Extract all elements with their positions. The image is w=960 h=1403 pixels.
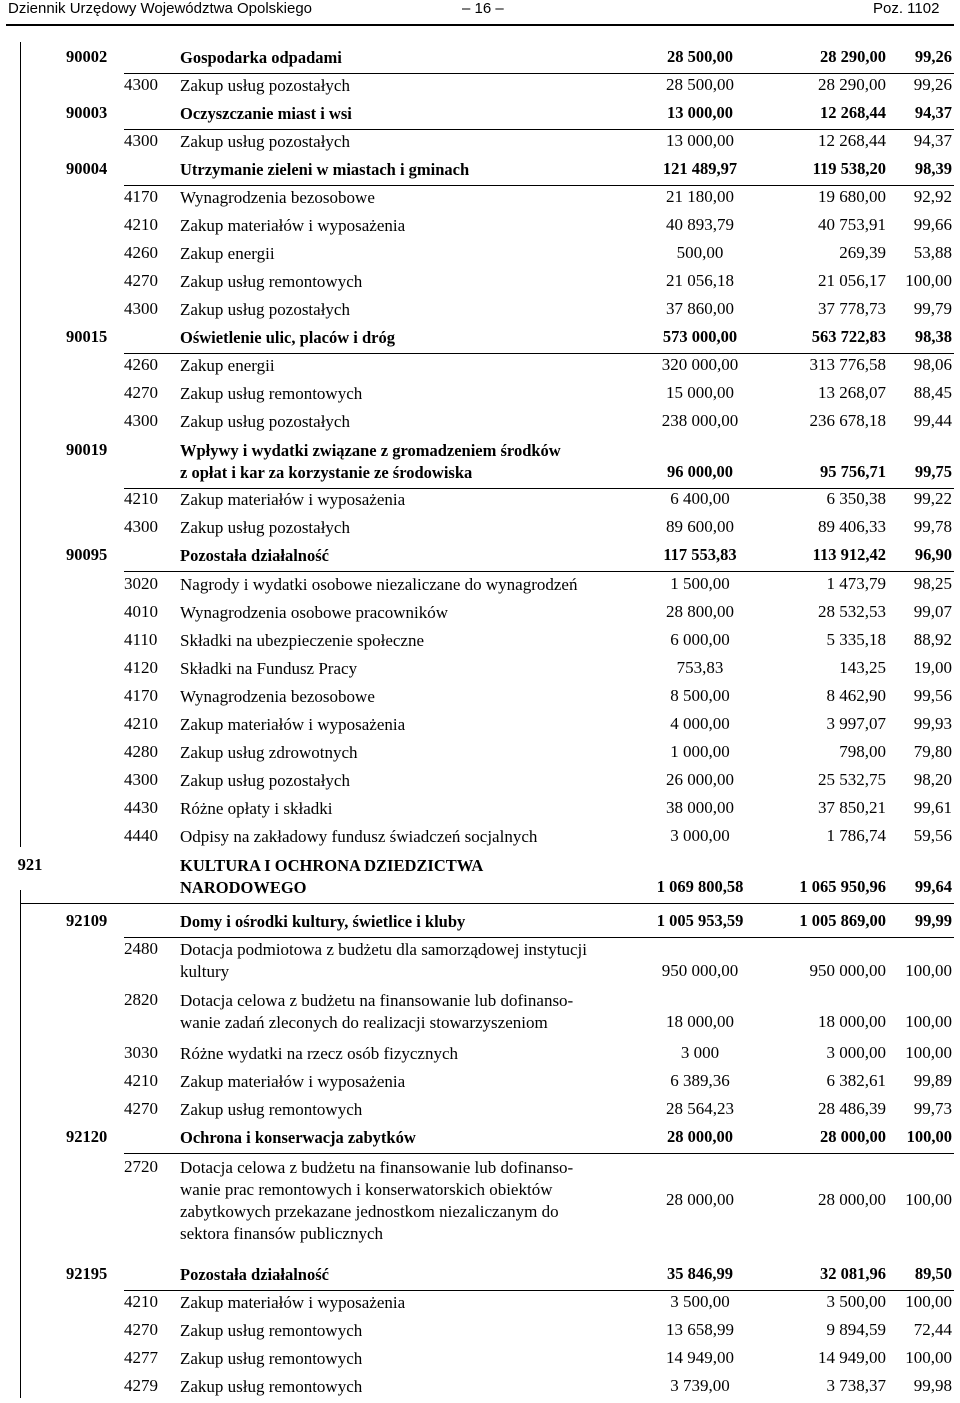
planned-amount: 28 000,00 [667,1127,733,1146]
paragraph-code: 4300 [124,299,158,318]
paragraph-code: 4110 [124,630,158,649]
execution-percent: 100,00 [905,1043,952,1062]
executed-amount: 12 268,44 [818,131,886,150]
executed-amount: 269,39 [839,243,886,262]
executed-amount: 19 680,00 [818,187,886,206]
execution-percent: 99,93 [913,714,952,733]
paragraph-code: 4210 [124,714,158,733]
item-name-line: Zakup usług remontowych [180,1377,363,1396]
chapter-code: 90002 [66,47,108,66]
planned-amount: 13 000,00 [666,131,734,150]
chapter-underline [124,1153,954,1154]
chapter-underline [124,129,954,130]
executed-amount: 1 065 950,96 [799,877,886,896]
paragraph-code: 3030 [124,1043,158,1062]
executed-amount: 28 486,39 [818,1099,886,1118]
item-name-line: Składki na ubezpieczenie społeczne [180,631,425,650]
execution-percent: 94,37 [914,103,952,122]
executed-amount: 25 532,75 [818,770,886,789]
paragraph-code: 4120 [124,658,158,677]
execution-percent: 99,64 [914,877,952,896]
chapter-code: 90019 [66,440,108,459]
execution-percent: 92,92 [913,187,952,206]
execution-percent: 100,00 [905,1292,952,1311]
planned-amount: 14 949,00 [666,1348,734,1367]
execution-percent: 99,61 [913,798,952,817]
executed-amount: 5 335,18 [826,630,886,649]
item-name [180,990,640,1034]
item-name [180,574,640,596]
execution-percent: 98,38 [914,327,952,346]
executed-amount: 12 268,44 [820,103,886,122]
item-name-line: kultury [180,962,230,981]
item-name-line: Zakup materiałów i wyposażenia [180,490,406,509]
executed-amount: 28 000,00 [818,1190,886,1209]
item-name-line: Zakup usług pozostałych [180,76,350,95]
item-name [180,47,640,69]
item-name-line: Różne wydatki na rzecz osób fizycznych [180,1044,459,1063]
item-name-line: Wynagrodzenia osobowe pracowników [180,603,449,622]
execution-percent: 100,00 [905,1012,952,1031]
paragraph-code: 4277 [124,1348,158,1367]
paragraph-code: 4280 [124,742,158,761]
executed-amount: 3 500,00 [826,1292,886,1311]
item-name-line: Dotacja celowa z budżetu na finansowanie lub dofinanso- [180,991,574,1010]
item-name [180,1157,640,1245]
planned-amount: 28 500,00 [666,75,734,94]
paragraph-code: 2720 [124,1157,158,1176]
chapter-code: 92195 [66,1264,108,1283]
item-name [180,215,640,237]
executed-amount: 119 538,20 [812,159,886,178]
planned-amount: 753,83 [676,658,724,677]
executed-amount: 3 000,00 [826,1043,886,1062]
item-name [180,1127,640,1149]
chapter-underline [124,571,954,572]
execution-percent: 59,56 [913,826,952,845]
chapter-code: 90015 [66,327,108,346]
item-name-line: wanie prac remontowych i konserwatorskich obiektów [180,1180,553,1199]
execution-percent: 99,79 [913,299,952,318]
item-name-line: Zakup usług zdrowotnych [180,743,358,762]
execution-percent: 89,50 [914,1264,952,1283]
executed-amount: 798,00 [839,742,886,761]
item-name [180,355,640,377]
execution-percent: 99,99 [914,911,952,930]
item-name-line: Wynagrodzenia bezosobowe [180,188,375,207]
item-name [180,826,640,848]
planned-amount: 28 000,00 [666,1190,734,1209]
item-name [180,1320,640,1342]
chapter-underline [124,937,954,938]
paragraph-code: 4270 [124,271,158,290]
execution-percent: 100,00 [905,1348,952,1367]
execution-percent: 98,20 [913,770,952,789]
item-name-line: Nagrody i wydatki osobowe niezaliczane do wynagrodzeń [180,575,578,594]
planned-amount: 117 553,83 [663,545,737,564]
item-name-line: Oczyszczanie miast i wsi [180,104,352,123]
execution-percent: 100,00 [905,271,952,290]
item-name-line: Różne opłaty i składki [180,799,333,818]
item-name-line: Wpływy i wydatki związane z gromadzeniem środków [180,441,561,460]
planned-amount: 3 739,00 [670,1376,730,1395]
executed-amount: 563 722,83 [811,327,886,346]
execution-percent: 100,00 [906,1127,952,1146]
item-name [180,327,640,349]
item-name [180,131,640,153]
item-name-line: Zakup usług remontowych [180,1349,363,1368]
paragraph-code: 4300 [124,517,158,536]
item-name-line: wanie zadań zleconych do realizacji stowarzyszeniom [180,1013,548,1032]
item-name [180,1376,640,1398]
execution-percent: 99,56 [913,686,952,705]
planned-amount: 500,00 [676,243,724,262]
planned-amount: 950 000,00 [661,961,739,980]
item-name-line: Zakup usług remontowych [180,272,363,291]
chapter-underline [124,73,954,74]
executed-amount: 6 382,61 [826,1071,886,1090]
planned-amount: 238 000,00 [661,411,739,430]
planned-amount: 320 000,00 [661,355,739,374]
item-name [180,630,640,652]
item-name-line: Domy i ośrodki kultury, świetlice i kluby [180,912,466,931]
planned-amount: 28 564,23 [666,1099,734,1118]
item-name-line: Pozostała działalność [180,1265,329,1284]
chapter-code: 90004 [66,159,108,178]
executed-amount: 3 738,37 [826,1376,886,1395]
item-name [180,911,640,933]
paragraph-code: 4170 [124,686,158,705]
executed-amount: 313 776,58 [809,355,886,374]
executed-amount: 8 462,90 [826,686,886,705]
item-name [180,75,640,97]
planned-amount: 28 800,00 [666,602,734,621]
executed-amount: 1 473,79 [826,574,886,593]
item-name-line: KULTURA I OCHRONA DZIEDZICTWA [180,856,484,875]
execution-percent: 99,98 [913,1376,952,1395]
execution-percent: 88,45 [913,383,952,402]
paragraph-code: 4210 [124,1071,158,1090]
execution-percent: 99,22 [913,489,952,508]
executed-amount: 89 406,33 [818,517,886,536]
item-name [180,855,640,899]
paragraph-code: 4170 [124,187,158,206]
paragraph-code: 4300 [124,411,158,430]
planned-amount: 21 056,18 [666,271,734,290]
chapter-code: 92120 [66,1127,108,1146]
executed-amount: 1 005 869,00 [799,911,886,930]
planned-amount: 96 000,00 [667,462,733,481]
execution-percent: 79,80 [913,742,952,761]
paragraph-code: 4440 [124,826,158,845]
executed-amount: 18 000,00 [818,1012,886,1031]
planned-amount: 15 000,00 [666,383,734,402]
paragraph-code: 4260 [124,243,158,262]
execution-percent: 99,26 [914,47,952,66]
planned-amount: 121 489,97 [662,159,738,178]
execution-percent: 98,39 [914,159,952,178]
item-name-line: Gospodarka odpadami [180,48,342,67]
chapter-underline [124,353,954,354]
item-name [180,489,640,511]
item-name-line: sektora finansów publicznych [180,1224,383,1243]
paragraph-code: 2820 [124,990,158,1009]
execution-percent: 98,25 [913,574,952,593]
planned-amount: 40 893,79 [666,215,734,234]
journal-title: Dziennik Urzędowy Województwa Opolskiego [8,0,313,17]
execution-percent: 94,37 [913,131,952,150]
item-name-line: zabytkowych przekazane jednostkom niezaliczanym do [180,1202,559,1221]
planned-amount: 38 000,00 [666,798,734,817]
paragraph-code: 4210 [124,1292,158,1311]
item-name [180,517,640,539]
section-underline [20,903,954,904]
item-name [180,1071,640,1093]
chapter-code: 90003 [66,103,108,122]
planned-amount: 28 500,00 [667,47,733,66]
execution-percent: 96,90 [914,545,952,564]
execution-percent: 100,00 [905,1190,952,1209]
planned-amount: 4 000,00 [670,714,730,733]
paragraph-code: 2480 [124,939,158,958]
item-name [180,939,640,983]
execution-percent: 98,06 [913,355,952,374]
execution-percent: 19,00 [913,658,952,677]
execution-percent: 53,88 [913,243,952,262]
execution-percent: 99,75 [914,462,952,481]
paragraph-code: 4430 [124,798,158,817]
planned-amount: 6 389,36 [670,1071,730,1090]
executed-amount: 236 678,18 [809,411,886,430]
item-name [180,271,640,293]
execution-percent: 99,07 [913,602,952,621]
planned-amount: 6 400,00 [670,489,730,508]
item-name-line: Utrzymanie zieleni w miastach i gminach [180,160,470,179]
executed-amount: 9 894,59 [826,1320,886,1339]
execution-percent: 99,44 [913,411,952,430]
planned-amount: 37 860,00 [666,299,734,318]
execution-percent: 99,78 [913,517,952,536]
planned-amount: 89 600,00 [666,517,734,536]
executed-amount: 113 912,42 [812,545,886,564]
execution-percent: 99,26 [913,75,952,94]
item-name-line: Wynagrodzenia bezosobowe [180,687,375,706]
planned-amount: 13 658,99 [666,1320,734,1339]
executed-amount: 32 081,96 [820,1264,886,1283]
planned-amount: 3 500,00 [670,1292,730,1311]
paragraph-code: 4210 [124,489,158,508]
planned-amount: 1 005 953,59 [656,911,744,930]
item-name-line: Zakup usług pozostałych [180,518,350,537]
item-name [180,714,640,736]
executed-amount: 28 532,53 [818,602,886,621]
chapter-code: 90095 [66,545,108,564]
item-name [180,411,640,433]
planned-amount: 21 180,00 [666,187,734,206]
item-name-line: Oświetlenie ulic, placów i dróg [180,328,395,347]
executed-amount: 143,25 [839,658,886,677]
item-name-line: Zakup materiałów i wyposażenia [180,1293,406,1312]
item-name-line: Zakup materiałów i wyposażenia [180,1072,406,1091]
paragraph-code: 4300 [124,75,158,94]
position-number: Poz. 1102 [873,0,940,17]
item-name [180,770,640,792]
item-name-line: Zakup usług pozostałych [180,132,350,151]
executed-amount: 3 997,07 [826,714,886,733]
paragraph-code: 4270 [124,1099,158,1118]
item-name [180,602,640,624]
item-name-line: NARODOWEGO [180,878,307,897]
executed-amount: 14 949,00 [818,1348,886,1367]
execution-percent: 99,66 [913,215,952,234]
executed-amount: 28 000,00 [820,1127,886,1146]
executed-amount: 37 850,21 [818,798,886,817]
item-name [180,658,640,680]
planned-amount: 13 000,00 [667,103,733,122]
item-name [180,187,640,209]
planned-amount: 26 000,00 [666,770,734,789]
item-name-line: Zakup energii [180,244,275,263]
paragraph-code: 4270 [124,383,158,402]
item-name-line: Zakup usług remontowych [180,384,363,403]
execution-percent: 99,73 [913,1099,952,1118]
planned-amount: 35 846,99 [667,1264,733,1283]
item-name-line: Zakup usług pozostałych [180,300,350,319]
executed-amount: 1 786,74 [826,826,886,845]
item-name [180,1264,640,1286]
planned-amount: 3 000,00 [670,826,730,845]
item-name-line: Dotacja podmiotowa z budżetu dla samorządowej instytucji [180,940,587,959]
planned-amount: 8 500,00 [670,686,730,705]
chapter-underline [124,185,954,186]
item-name-line: Zakup materiałów i wyposażenia [180,216,406,235]
execution-percent: 72,44 [913,1320,952,1339]
executed-amount: 28 290,00 [818,75,886,94]
executed-amount: 6 350,38 [826,489,886,508]
paragraph-code: 3020 [124,574,158,593]
paragraph-code: 4300 [124,131,158,150]
planned-amount: 573 000,00 [662,327,738,346]
item-name-line: Zakup usług remontowych [180,1100,363,1119]
item-name-line: Zakup usług remontowych [180,1321,363,1340]
item-name-line: Zakup usług pozostałych [180,771,350,790]
item-name [180,798,640,820]
item-name-line: z opłat i kar za korzystanie ze środowiska [180,463,473,482]
executed-amount: 21 056,17 [818,271,886,290]
paragraph-code: 4260 [124,355,158,374]
item-name-line: Ochrona i konserwacja zabytków [180,1128,416,1147]
item-name [180,1099,640,1121]
item-name [180,159,640,181]
executed-amount: 37 778,73 [818,299,886,318]
executed-amount: 95 756,71 [820,462,886,481]
planned-amount: 3 000 [680,1043,720,1062]
item-name-line: Odpisy na zakładowy fundusz świadczeń socjalnych [180,827,538,846]
planned-amount: 6 000,00 [670,630,730,649]
chapter-underline [124,1290,954,1291]
paragraph-code: 4279 [124,1376,158,1395]
item-name [180,383,640,405]
item-name [180,1292,640,1314]
execution-percent: 99,89 [913,1071,952,1090]
executed-amount: 950 000,00 [809,961,886,980]
planned-amount: 1 000,00 [670,742,730,761]
item-name-line: Składki na Fundusz Pracy [180,659,358,678]
execution-percent: 100,00 [905,961,952,980]
item-name [180,742,640,764]
item-name [180,545,640,567]
item-name [180,1043,640,1065]
item-name-line: Dotacja celowa z budżetu na finansowanie lub dofinanso- [180,1158,574,1177]
planned-amount: 1 069 800,58 [656,877,744,896]
item-name [180,686,640,708]
paragraph-code: 4210 [124,215,158,234]
executed-amount: 13 268,07 [818,383,886,402]
item-name-line: Zakup energii [180,356,275,375]
paragraph-code: 4300 [124,770,158,789]
paragraph-code: 4270 [124,1320,158,1339]
page-number: – 16 – [462,0,504,17]
planned-amount: 18 000,00 [666,1012,734,1031]
paragraph-code: 4010 [124,602,158,621]
section-code: 921 [17,855,43,874]
item-name-line: Zakup materiałów i wyposażenia [180,715,406,734]
item-name [180,103,640,125]
execution-percent: 88,92 [913,630,952,649]
item-name [180,440,640,484]
planned-amount: 1 500,00 [670,574,730,593]
item-name [180,243,640,265]
executed-amount: 40 753,91 [818,215,886,234]
item-name [180,1348,640,1370]
chapter-code: 92109 [66,911,108,930]
item-name-line: Pozostała działalność [180,546,329,565]
item-name [180,299,640,321]
executed-amount: 28 290,00 [820,47,886,66]
item-name-line: Zakup usług pozostałych [180,412,350,431]
